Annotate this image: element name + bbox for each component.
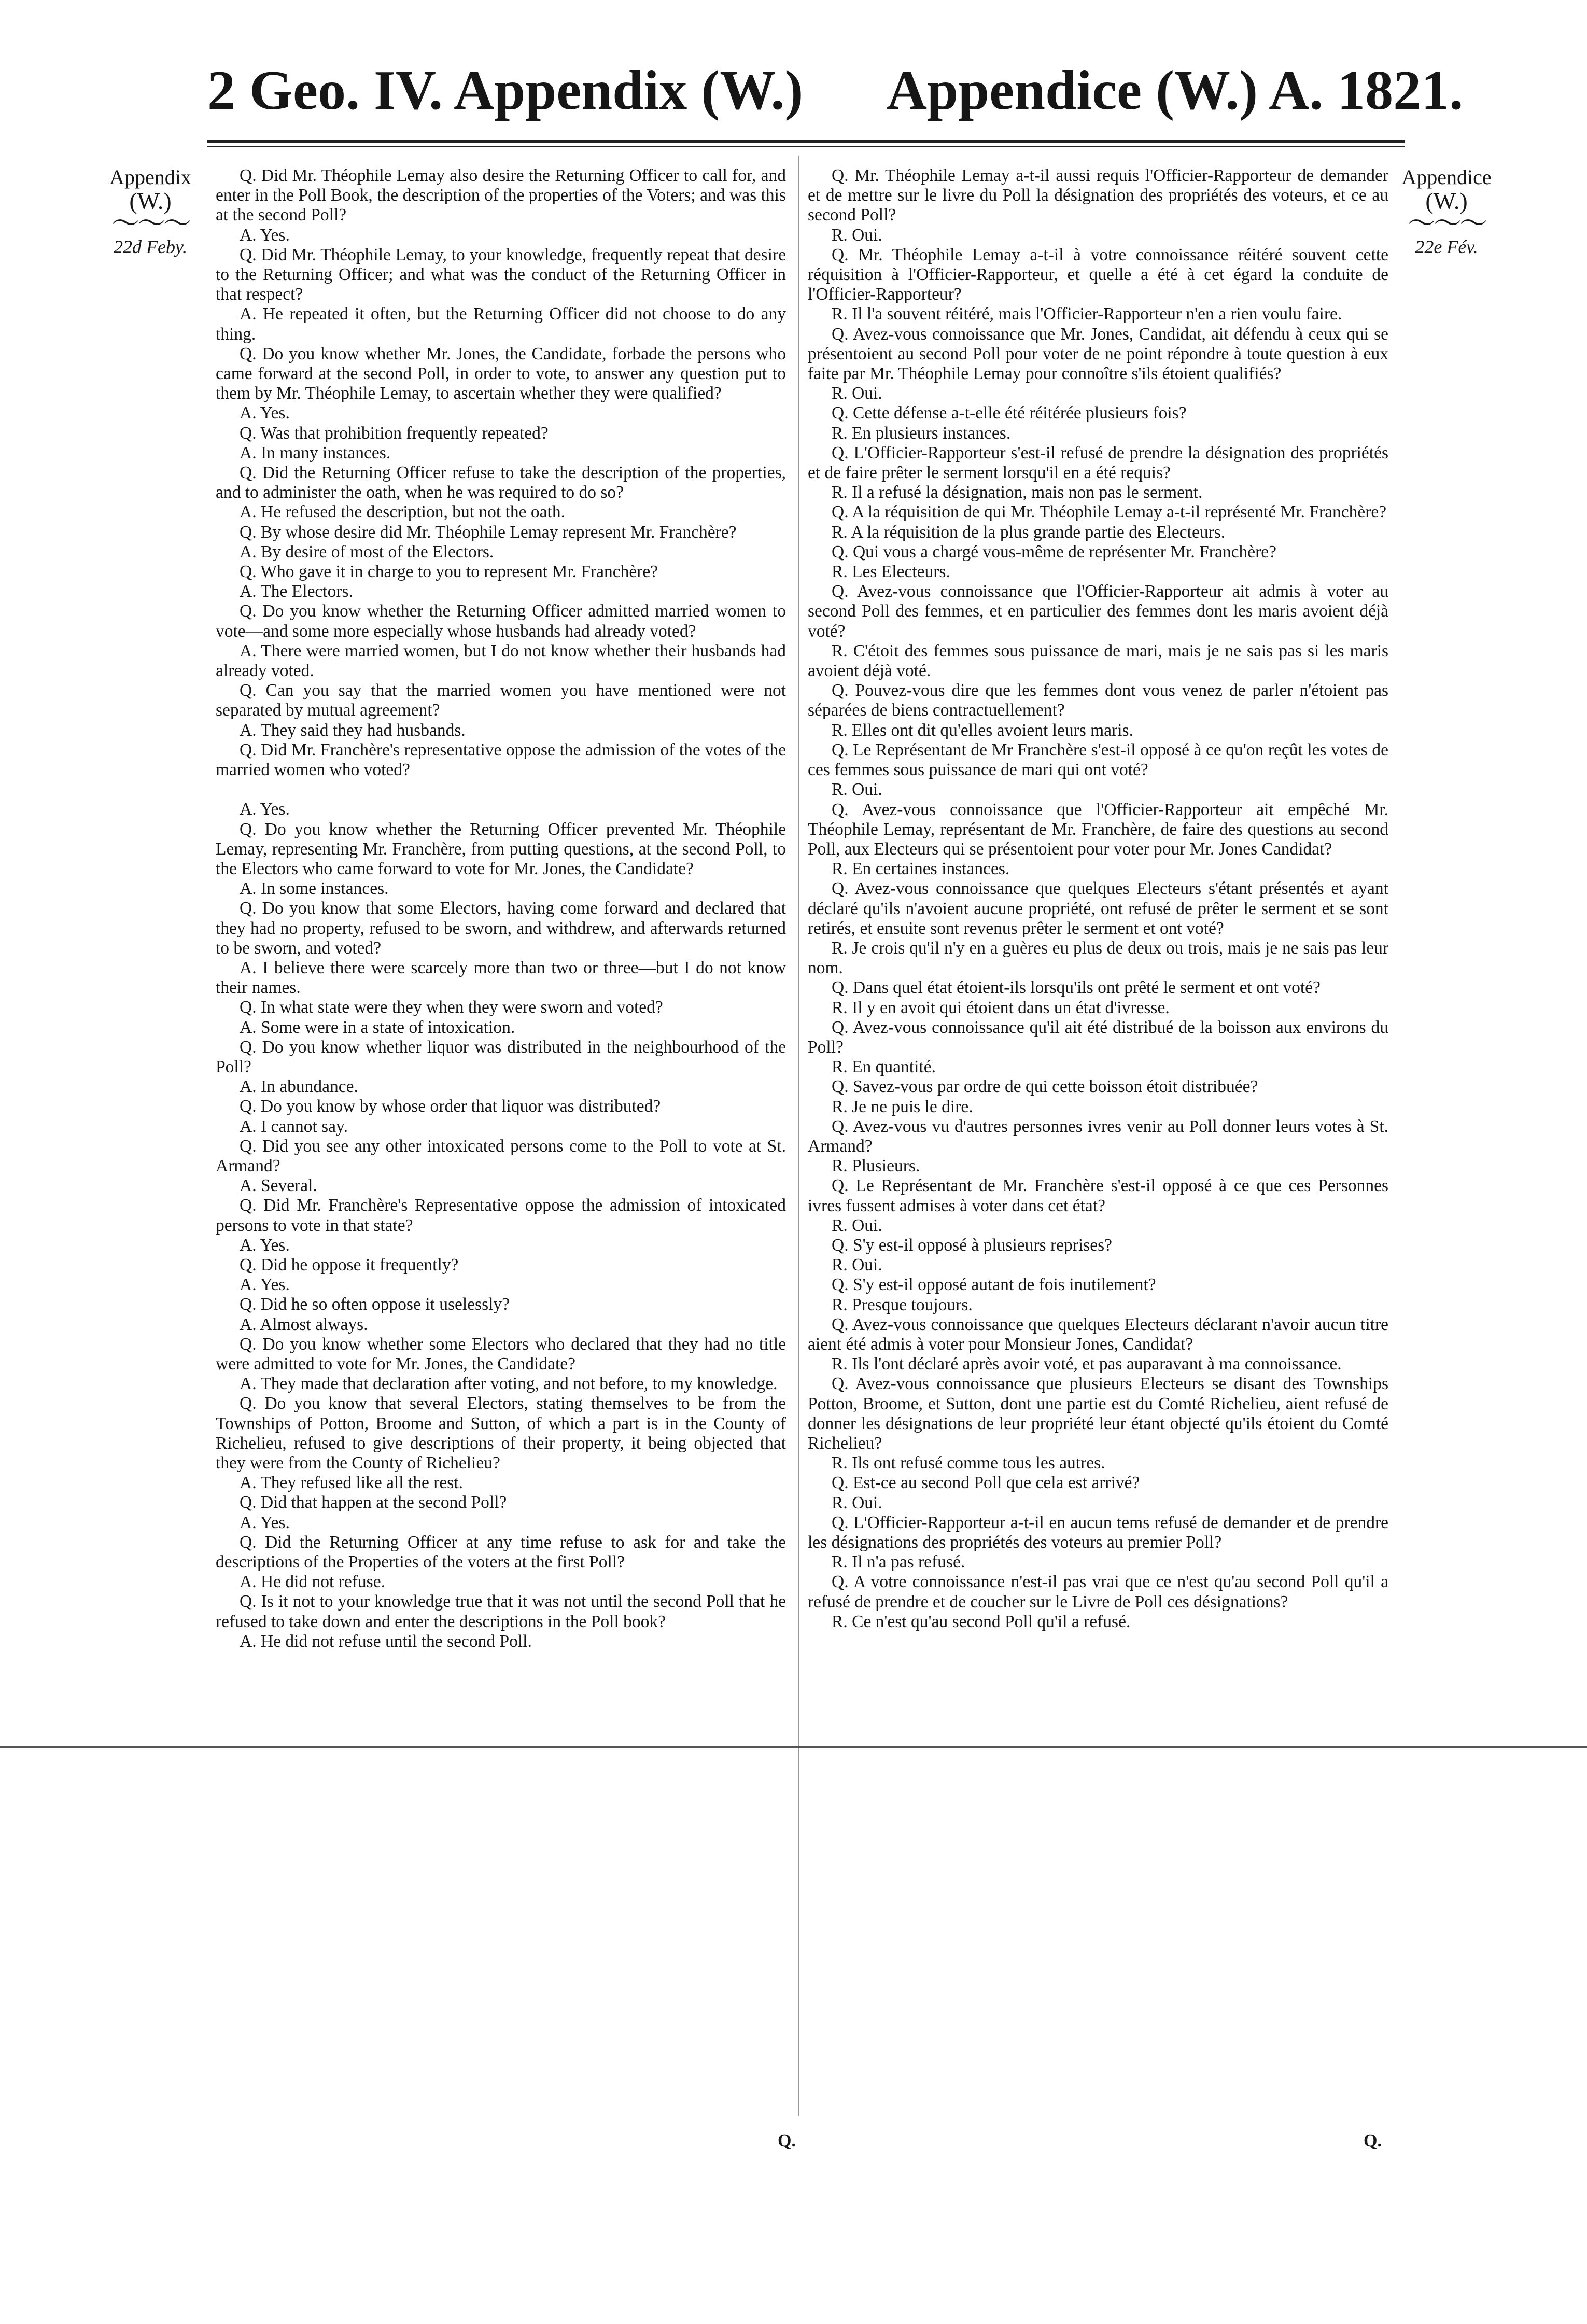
answer-paragraph: A. Yes.: [240, 1275, 290, 1295]
question-paragraph: Q. Did Mr. Théophile Lemay, to your knowledge, frequently repeat that desire to the Returning Officer; and what was the conduct of the Returning Officer in that respect?: [216, 245, 786, 304]
answer-paragraph: R. Oui.: [832, 384, 882, 403]
margin-appendice-label: Appendice: [1401, 165, 1492, 189]
answer-paragraph: R. En quantité.: [832, 1057, 936, 1077]
answer-paragraph: A. In abundance.: [240, 1077, 358, 1097]
question-paragraph: Q. Did the Returning Officer at any time refuse to ask for and take the descriptions of the Properties of the voters at the first Poll?: [216, 1532, 786, 1572]
question-paragraph: Q. Dans quel état étoient-ils lorsqu'ils ont prêté le serment et ont voté?: [832, 978, 1321, 998]
answer-paragraph: R. Oui.: [832, 225, 882, 245]
answer-paragraph: R. Il a refusé la désignation, mais non pas le serment.: [832, 483, 1203, 502]
question-paragraph: Q. Do you know whether some Electors who declared that they had no title were admitted to vote for Mr. Jones, the Candidate?: [216, 1334, 786, 1374]
answer-paragraph: R. Ils ont refusé comme tous les autres.: [832, 1453, 1105, 1473]
question-paragraph: Q. Avez-vous connoissance que l'Officier-Rapporteur ait empêché Mr. Théophile Lemay, représentant de Mr. Franchère, de faire des questions au second Poll, aux Electeurs qui se présentoient pour voter pour Mr. Jones Candidat?: [808, 800, 1388, 859]
question-paragraph: Q. Is it not to your knowledge true that it was not until the second Poll that he refused to take down and enter the descriptions in the Poll book?: [216, 1592, 786, 1631]
answer-paragraph: R. Oui.: [832, 1255, 882, 1275]
answer-paragraph: A. They refused like all the rest.: [240, 1473, 464, 1493]
question-paragraph: Q. Do you know whether liquor was distributed in the neighbourhood of the Poll?: [216, 1037, 786, 1076]
question-paragraph: Q. Avez-vous connoissance que quelques Electeurs s'étant présentés et ayant déclaré qu'ils n'avoient aucune propriété, ont refusé de prêter le serment et se sont retirés, et ensuite sont revenus prêter le serment et ont voté?: [808, 879, 1388, 938]
running-head-english: 2 Geo. IV. Appendix (W.): [207, 60, 804, 121]
answer-paragraph: A. I believe there were scarcely more than two or three—but I do not know their names.: [216, 958, 786, 998]
question-paragraph: Q. Did that happen at the second Poll?: [240, 1493, 507, 1513]
answer-paragraph: R. Il n'a pas refusé.: [832, 1552, 965, 1572]
question-paragraph: Q. Mr. Théophile Lemay a-t-il à votre connoissance réitéré souvent cette réquisition à l'Officier-Rapporteur, et quelle a été à cet égard la conduite de l'Officier-Rapporteur?: [808, 245, 1388, 304]
running-head-french: Appendice (W.) A. 1821.: [887, 60, 1464, 121]
question-paragraph: Q. Did the Returning Officer refuse to take the description of the properties, and to administer the oath, when he was required to do so?: [216, 463, 786, 502]
question-paragraph: Q. Cette défense a-t-elle été réitérée plusieurs fois?: [832, 403, 1187, 423]
answer-paragraph: A. The Electors.: [240, 582, 353, 601]
question-paragraph: Q. Who gave it in charge to you to represent Mr. Franchère?: [240, 562, 658, 582]
question-paragraph: Q. Mr. Théophile Lemay a-t-il aussi requis l'Officier-Rapporteur de demander et de mettre sur le livre du Poll la désignation des propriétés des voteurs, et ce au second Poll?: [808, 166, 1388, 225]
question-paragraph: Q. Qui vous a chargé vous-même de représenter Mr. Franchère?: [832, 542, 1276, 562]
question-paragraph: Q. Avez-vous connoissance que Mr. Jones, Candidat, ait défendu à ceux qui se présentoient au second Poll pour voter de ne point répondre à toute question à eux faite par Mr. Théophile Lemay pour connoître s'ils étoient qualifiés?: [808, 324, 1388, 384]
answer-paragraph: R. A la réquisition de la plus grande partie des Electeurs.: [832, 522, 1226, 542]
answer-paragraph: A. He repeated it often, but the Returning Officer did not choose to do any thing.: [216, 304, 786, 344]
answer-paragraph: A. By desire of most of the Electors.: [240, 542, 494, 562]
question-paragraph: Q. Avez-vous vu d'autres personnes ivres venir au Poll donner leurs votes à St. Armand?: [808, 1116, 1388, 1156]
question-paragraph: Q. Est-ce au second Poll que cela est arrivé?: [832, 1473, 1140, 1493]
swash-ornament-icon: 〜〜〜: [1408, 208, 1485, 239]
answer-paragraph: R. Oui.: [832, 780, 882, 800]
page-header: [0, 47, 1587, 135]
question-paragraph: Q. L'Officier-Rapporteur a-t-il en aucun tems refusé de demander et de prendre les désignations des propriétés des voteurs au premier Poll?: [808, 1513, 1388, 1552]
margin-appendix-letter: (W.): [129, 188, 172, 214]
answer-paragraph: R. En certaines instances.: [832, 859, 1010, 879]
question-paragraph: Q. Did he so often oppose it uselessly?: [240, 1295, 510, 1314]
question-paragraph: Q. Did he oppose it frequently?: [240, 1255, 459, 1275]
catchword-english: Q.: [778, 2131, 796, 2150]
question-paragraph: Q. Le Représentant de Mr. Franchère s'est-il opposé à ce que ces Personnes ivres fussent admises à voter dans cet état?: [808, 1176, 1388, 1215]
answer-paragraph: A. Yes.: [240, 1235, 290, 1255]
margin-date: 22e Fév.: [1415, 236, 1478, 257]
question-paragraph: Q. Did you see any other intoxicated persons come to the Poll to vote at St. Armand?: [216, 1136, 786, 1175]
question-paragraph: Q. Did Mr. Théophile Lemay also desire the Returning Officer to call for, and enter in the Poll Book, the description of the properties of the Voters; and was this at the second Poll?: [216, 166, 786, 225]
answer-paragraph: A. Some were in a state of intoxication.: [240, 1017, 515, 1037]
answer-paragraph: A. Yes.: [240, 800, 290, 819]
header-rule-thin: [207, 146, 1405, 147]
answer-paragraph: A. He did not refuse until the second Poll.: [240, 1631, 532, 1651]
question-paragraph: Q. L'Officier-Rapporteur s'est-il refusé de prendre la désignation des propriétés et de faire prêter le serment lorsqu'il en a été requis?: [808, 443, 1388, 483]
english-column: [216, 166, 786, 1651]
question-paragraph: Q. Do you know by whose order that liquor was distributed?: [240, 1097, 661, 1116]
answer-paragraph: A. He did not refuse.: [240, 1572, 385, 1592]
margin-appendix-label: Appendix: [109, 165, 191, 189]
question-paragraph: Q. Le Représentant de Mr Franchère s'est-il opposé à ce qu'on reçût les votes de ces femmes sous puissance de mari qui ont voté?: [808, 740, 1388, 780]
answer-paragraph: R. Il l'a souvent réitéré, mais l'Officier-Rapporteur n'en a rien voulu faire.: [832, 304, 1342, 324]
question-paragraph: Q. Do you know that some Electors, having come forward and declared that they had no property, refused to be sworn, and withdrew, and afterwards returned to be sworn, and voted?: [216, 899, 786, 958]
page-fold-line: [0, 1746, 1587, 1748]
answer-paragraph: A. Several.: [240, 1176, 317, 1196]
margin-note-english: [99, 166, 202, 258]
answer-paragraph: R. Oui.: [832, 1215, 882, 1235]
answer-paragraph: A. They made that declaration after voting, and not before, to my knowledge.: [240, 1374, 778, 1394]
answer-paragraph: A. Yes.: [240, 1513, 290, 1532]
question-paragraph: Q. Do you know whether the Returning Officer admitted married women to vote—and some more especially whose husbands had already voted?: [216, 601, 786, 641]
question-paragraph: Q. Did Mr. Franchère's representative oppose the admission of the votes of the married women who voted?: [216, 740, 786, 780]
question-paragraph: Q. S'y est-il opposé autant de fois inutilement?: [832, 1275, 1156, 1295]
answer-paragraph: R. Elles ont dit qu'elles avoient leurs maris.: [832, 720, 1133, 740]
question-paragraph: Q. Did Mr. Franchère's Representative oppose the admission of intoxicated persons to vote in that state?: [216, 1196, 786, 1235]
question-paragraph: Q. A votre connoissance n'est-il pas vrai que ce n'est qu'au second Poll qu'il a refusé de prendre et de coucher sur le Livre de Poll ces désignations?: [808, 1572, 1388, 1612]
question-paragraph: Q. S'y est-il opposé à plusieurs reprises?: [832, 1235, 1113, 1255]
question-paragraph: Q. Avez-vous connoissance que l'Officier-Rapporteur ait admis à voter au second Poll des femmes, et en particulier des femmes dont les maris avoient déjà voté?: [808, 582, 1388, 641]
answer-paragraph: R. C'étoit des femmes sous puissance de mari, mais je ne sais pas si les maris avoient déjà voté.: [808, 641, 1388, 681]
answer-paragraph: R. Il y en avoit qui étoient dans un état d'ivresse.: [832, 998, 1170, 1017]
question-paragraph: Q. Savez-vous par ordre de qui cette boisson étoit distribuée?: [832, 1077, 1258, 1097]
margin-note-french: [1395, 166, 1498, 258]
question-paragraph: Q. By whose desire did Mr. Théophile Lemay represent Mr. Franchère?: [240, 522, 737, 542]
answer-paragraph: R. Ce n'est qu'au second Poll qu'il a refusé.: [832, 1612, 1131, 1631]
answer-paragraph: R. Je ne puis le dire.: [832, 1097, 973, 1116]
question-paragraph: Q. Do you know whether the Returning Officer prevented Mr. Théophile Lemay, representing Mr. Franchère, from putting questions, at the second Poll, to the Electors who came forward to vote for Mr. Jones, the Candidate?: [216, 819, 786, 878]
question-paragraph: Q. Avez-vous connoissance que plusieurs Electeurs se disant des Townships Potton, Broome, et Sutton, dont une partie est du Comté Richelieu, aient refusé de donner les désignations de leur propriété leur étant objecté qu'ils étoient du Comté Richelieu?: [808, 1374, 1388, 1453]
answer-paragraph: R. Les Electeurs.: [832, 562, 950, 582]
question-paragraph: Q. Do you know whether Mr. Jones, the Candidate, forbade the persons who came forward at the second Poll, in order to vote, to answer any question put to them by Mr. Théophile Lemay, to ascertain whether they were qualified?: [216, 344, 786, 403]
column-divider: [798, 156, 799, 2116]
question-paragraph: Q. Pouvez-vous dire que les femmes dont vous venez de parler n'étoient pas séparées de biens contractuellement?: [808, 681, 1388, 720]
question-paragraph: Q. Avez-vous connoissance que quelques Electeurs déclarant n'avoir aucun titre aient été admis à voter pour Monsieur Jones, Candidat?: [808, 1314, 1388, 1354]
answer-paragraph: A. In many instances.: [240, 443, 391, 463]
answer-paragraph: A. Yes.: [240, 403, 290, 423]
header-rule: [207, 140, 1405, 143]
answer-paragraph: R. En plusieurs instances.: [832, 423, 1011, 443]
answer-paragraph: R. Ils l'ont déclaré après avoir voté, et pas auparavant à ma connoissance.: [832, 1354, 1342, 1374]
answer-paragraph: R. Oui.: [832, 1493, 882, 1513]
swash-ornament-icon: 〜〜〜: [111, 208, 189, 239]
answer-paragraph: R. Presque toujours.: [832, 1295, 973, 1314]
answer-paragraph: A. There were married women, but I do not know whether their husbands had already voted.: [216, 641, 786, 681]
question-paragraph: Q. Do you know that several Electors, stating themselves to be from the Townships of Potton, Broome and Sutton, of which a part is in the County of Richelieu, refused to give descriptions of their property, it being objected that they were from the County of Richelieu?: [216, 1394, 786, 1473]
question-paragraph: Q. Was that prohibition frequently repeated?: [240, 423, 549, 443]
question-paragraph: Q. In what state were they when they were sworn and voted?: [240, 998, 663, 1017]
answer-paragraph: A. He refused the description, but not the oath.: [240, 502, 565, 522]
question-paragraph: Q. A la réquisition de qui Mr. Théophile Lemay a-t-il représenté Mr. Franchère?: [832, 502, 1387, 522]
margin-appendice-letter: (W.): [1425, 188, 1468, 214]
answer-paragraph: R. Je crois qu'il n'y en a guères eu plus de deux ou trois, mais je ne sais pas leur nom.: [808, 938, 1388, 978]
answer-paragraph: A. Yes.: [240, 225, 290, 245]
french-column: [808, 166, 1388, 1632]
answer-paragraph: A. Almost always.: [240, 1314, 368, 1334]
question-paragraph: Q. Can you say that the married women you have mentioned were not separated by mutual agreement?: [216, 681, 786, 720]
answer-paragraph: A. I cannot say.: [240, 1116, 348, 1136]
answer-paragraph: A. They said they had husbands.: [240, 720, 466, 740]
question-paragraph: Q. Avez-vous connoissance qu'il ait été distribué de la boisson aux environs du Poll?: [808, 1017, 1388, 1057]
catchword-french: Q.: [1364, 2131, 1382, 2150]
answer-paragraph: R. Plusieurs.: [832, 1156, 920, 1176]
answer-paragraph: A. In some instances.: [240, 879, 389, 899]
margin-date: 22d Feby.: [114, 236, 187, 257]
